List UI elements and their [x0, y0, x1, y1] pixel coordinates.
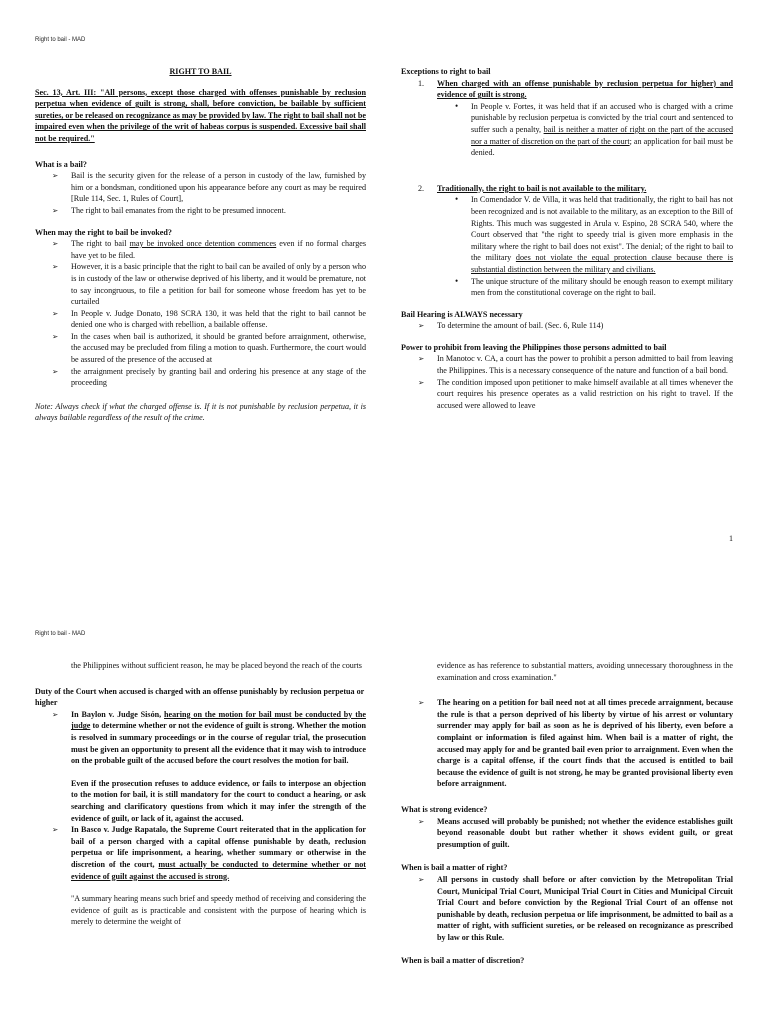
- bullet-icon: •: [455, 194, 459, 205]
- section-heading-when-invoked: When may the right to bail be invoked?: [35, 227, 172, 237]
- list-item: 2. Traditionally, the right to bail is not available to the military.: [418, 183, 647, 193]
- section-heading-power-to-prohibit: Power to prohibit from leaving the Philippines those persons admitted to bail: [401, 342, 667, 352]
- bullet-icon: •: [455, 100, 459, 111]
- arrow-bullet-icon: ➢: [418, 321, 425, 331]
- section-heading-matter-of-right: When is bail a matter of right?: [401, 863, 508, 873]
- section-heading-what-is-bail: What is a bail?: [35, 159, 87, 169]
- section-heading-exceptions: Exceptions to right to bail: [401, 67, 491, 76]
- arrow-bullet-icon: ➢: [52, 366, 59, 376]
- arrow-bullet-icon: ➢: [418, 698, 425, 708]
- arrow-bullet-icon: ➢: [52, 331, 59, 341]
- when-invoked-list: [35, 238, 366, 389]
- hearing-list: [401, 697, 733, 790]
- exceptions-list: [401, 78, 733, 101]
- list-item: ➢ In Baylon v. Judge Sisón, hearing on the motion for bail must be conducted by the judge to determine whether or not the evidence of guilt is strong. Whether the motion is resolved in summary proceedings or in the course of regular trial, the prosecution must be given an opportunity to present all the evidence that it may wish to introduce on the probable guilt of the accused before the court resolves the motion for bail.: [52, 709, 366, 766]
- list-item: ➢ the arraignment precisely by granting bail and ordering his presence at any stage of the proceeding: [52, 366, 366, 388]
- section-heading-matter-of-discretion: When is bail a matter of discretion?: [401, 956, 525, 966]
- bail-hearing-list: [401, 320, 733, 332]
- matter-of-right-list: [401, 874, 733, 944]
- list-item: ➢ To determine the amount of bail. (Sec. 6, Rule 114): [418, 321, 604, 331]
- exception1-sublist: [401, 101, 733, 159]
- document-title: RIGHT TO BAIL: [169, 67, 232, 76]
- continued-text: the Philippines without sufficient reason, he may be placed beyond the reach of the courts: [71, 661, 362, 670]
- list-item: ➢ All persons in custody shall before or after conviction by the Metropolitan Trial Court, Municipal Trial Court, Municipal Trial Court in Cities and Municipal Circuit Trial Court and before conviction by the Regional Trial Court of an offense not punishable by death, reclusion perpetua or life imprisonment, be admitted to bail as a matter of right, with sufficient sureties, or be released on recognizance as prescribed by law or this Rule.: [418, 874, 733, 942]
- arrow-bullet-icon: ➢: [52, 825, 59, 835]
- note-text: Note: Always check if what the charged offense is. If it is not punishable by reclusion perpetua, it is always bailable regardless of the result of the crime.: [35, 401, 366, 423]
- paragraph: Even if the prosecution refuses to adduce evidence, or fails to interpose an objection to the motion for bail, it is still mandatory for the court to conduct a hearing, or ask searching and clarificatory questions from which it may infer the strength of the evidence of guilt, or lack of it, against the accused.: [71, 778, 366, 823]
- list-item: ➢ Bail is the security given for the release of a person in custody of the law, furnished by him or a bondsman, conditioned upon his appearance before any court as may be required [Rule 114, Sec. 1, Rules of Court],: [52, 171, 366, 204]
- arrow-bullet-icon: ➢: [418, 377, 425, 387]
- page1-right-column: [401, 66, 733, 411]
- section-heading-bail-hearing: Bail Hearing is ALWAYS necessary: [401, 309, 523, 319]
- power-to-prohibit-list: [401, 353, 733, 411]
- page1-left-column: [35, 66, 366, 424]
- section-heading-duty-of-court: Duty of the Court when accused is charged with an offense punishably by reclusion perpetua or higher: [35, 686, 365, 708]
- arrow-bullet-icon: ➢: [52, 205, 59, 215]
- list-item: ➢ In Basco v. Judge Rapatalo, the Supreme Court reiterated that in the application for bail of a person charged with a capital offense punishable by death, reclusion perpetua or life imprisonment, a hearing, whether summary or otherwise in the discretion of the court, must actually be conducted to determine whether or not evidence of guilt against the accused is strong.: [52, 825, 366, 881]
- continued-text: evidence as has reference to substantial matters, avoiding unnecessary thoroughness in the examination and cross examination.": [437, 661, 733, 682]
- arrow-bullet-icon: ➢: [418, 354, 425, 364]
- arrow-bullet-icon: ➢: [52, 308, 59, 318]
- bullet-icon: •: [455, 275, 459, 286]
- page2-left-column: [35, 660, 366, 928]
- arrow-bullet-icon: ➢: [418, 874, 425, 884]
- strong-evidence-list: [401, 816, 733, 851]
- arrow-bullet-icon: ➢: [52, 239, 59, 249]
- arrow-bullet-icon: ➢: [52, 709, 59, 719]
- constitutional-provision: Sec. 13, Art. III: "All persons, except those charged with offenses punishable by reclusion perpetua when evidence of guilt is strong, shall, before conviction, be bailable by sufficient sureties, or be released on recognizance as may be provided by law. The right to bail shall not be impaired even when the privilege of the writ of habeas corpus is suspended. Excessive bail shall not be required.": [35, 87, 366, 143]
- list-item: ➢ Means accused will probably be punished; not whether the evidence establishes guilt beyond reasonable doubt but rather whether it shows evident guilt, or great presumption of guilt.: [418, 816, 733, 849]
- list-item: • In Comendador V. de Villa, it was held that traditionally, the right to bail has not been recognized and is not available to the military, as an exception to the Bill of Rights. This much was suggested in Arula v. Espino, 28 SCRA 540, where the Court observed that "the right to speedy trial is given more emphasis in the military where the right to bail does not exist". The denial; of the right to bail to the military does not violate the equal protection clause because there is substantial distinction between the military and civilians.: [455, 194, 733, 274]
- quoted-paragraph: "A summary hearing means such brief and speedy method of receiving and considering the evidence of guilt as is practicable and consistent with the purpose of hearing which is merely to determine the weight of: [71, 894, 366, 927]
- arrow-bullet-icon: ➢: [418, 816, 425, 826]
- list-item: • In People v. Fortes, it was held that if an accused who is charged with a crime punishable by reclusion perpetua is convicted by the trial court and sentenced to suffer such a penalty, bail is neither a matter of right on the part of the accused nor a matter of discretion on the part of the court; an application for bail must be denied.: [455, 100, 734, 158]
- list-item: 1. When charged with an offense punishable by reclusion perpetua for higher) and evidence of guilt is strong.: [418, 78, 733, 100]
- page-number: 1: [729, 534, 733, 543]
- arrow-bullet-icon: ➢: [52, 262, 59, 272]
- list-item: ➢ The right to bail emanates from the right to be presumed innocent.: [52, 205, 286, 215]
- list-item: ➢ In the cases when bail is authorized, it should be granted before arraignment, otherwise, the accused may be precluded from filing a motion to quash. Furthermore, the court would be assured of the presence of the accused at: [52, 331, 366, 365]
- what-is-bail-list: [35, 170, 366, 216]
- arrow-bullet-icon: ➢: [52, 171, 59, 181]
- list-item: ➢ However, it is a basic principle that the right to bail can be availed of only by a person who is in custody of the law or otherwise deprived of his liberty, and it would be premature, not to say incongruous, to file a petition for bail for someone whose freedom has yet to be curtailed: [52, 262, 367, 307]
- list-item: ➢ In Manotoc v. CA, a court has the power to prohibit a person admitted to bail from leaving the Philippines. This is a necessary consequence of the nature and function of a bail bond.: [418, 354, 733, 376]
- exceptions-list-2: [401, 183, 733, 195]
- duty-of-court-list-2: [35, 824, 366, 882]
- running-header: Right to bail - MAD: [35, 37, 86, 43]
- section-heading-strong-evidence: What is strong evidence?: [401, 804, 488, 814]
- list-item: ➢ The hearing on a petition for bail need not at all times precede arraignment, because the rule is that a person deprived of his liberty by virtue of his arrest or voluntary surrender may apply for bail as soon as he is deprived of his liberty, even before a complaint or information is filed against him. When bail is a matter of right, the accused may apply for and be granted bail even prior to arraignment. Even when the charge is a capital offense, if the court finds that the accused is entitled to bail because the evidence of guilt is not strong, he may be granted provisional liberty even before arraignment.: [418, 698, 733, 789]
- exception2-sublist: [401, 194, 733, 298]
- duty-of-court-list: [35, 709, 366, 767]
- list-item: • The unique structure of the military should be enough reason to exempt military men from the constitutional coverage on the right to bail.: [455, 275, 733, 298]
- list-item: ➢ In People v. Judge Donato, 198 SCRA 130, it was held that the right to bail cannot be denied one who is charged with rebellion, a bailable offense.: [52, 308, 366, 330]
- list-item: ➢ The condition imposed upon petitioner to make himself available at all times whenever the court requires his presence operates as a valid restriction on his right to travel. If the accused were allowed to leave: [418, 377, 733, 410]
- page2-right-column: [401, 660, 733, 967]
- list-item: ➢ The right to bail may be invoked once detention commences even if no formal charges have yet to be filed.: [52, 239, 367, 260]
- running-header: Right to bail - MAD: [35, 631, 86, 637]
